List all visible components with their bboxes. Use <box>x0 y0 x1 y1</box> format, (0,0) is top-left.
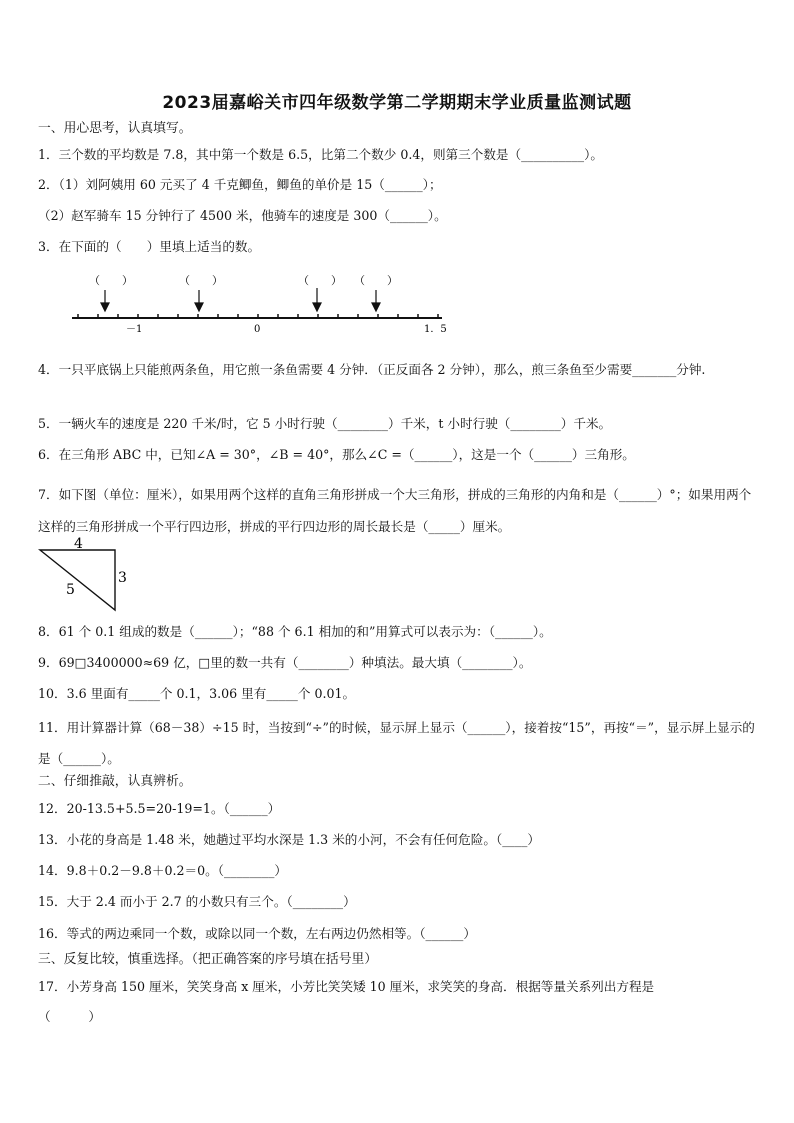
question-15: 15．大于 2.4 而小于 2.7 的小数只有三个。（________） <box>38 894 356 909</box>
question-2-part-2: （2）赵军骑车 15 分钟行了 4500 米，他骑车的速度是 300（______）。 <box>38 208 447 223</box>
question-4: 4．一只平底锅上只能煎两条鱼，用它煎一条鱼需要 4 分钟．（正反面各 2 分钟），那么，煎三条鱼至少需要_______分钟. <box>38 362 706 377</box>
section-heading-1: 一、用心思考，认真填写。 <box>38 121 192 136</box>
question-16: 16．等式的两边乘同一个数，或除以同一个数，左右两边仍然相等。（______） <box>38 926 476 941</box>
arrow-head-2 <box>195 303 203 311</box>
tick-label-0: 0 <box>254 324 261 335</box>
right-triangle-figure <box>36 534 136 614</box>
question-10: 10．3.6 里面有_____个 0.1，3.06 里有_____个 0.01。 <box>38 686 356 701</box>
tick-labels <box>126 324 447 335</box>
question-11: 11．用计算器计算（68－38）÷15 时，当按到“÷”的时候，显示屏上显示（______），接着按“15”，再按“＝”，显示屏上显示的是（______）。 <box>38 720 755 766</box>
side-label-top: 4 <box>74 536 83 552</box>
question-12: 12．20-13.5+5.5=20-19=1。（______） <box>38 801 281 816</box>
number-line-figure <box>62 266 462 336</box>
arrow-head-1 <box>101 303 109 311</box>
question-14: 14．9.8＋0.2－9.8＋0.2＝0。（________） <box>38 863 287 878</box>
question-1: 1．三个数的平均数是 7.8，其中第一个数是 6.5，比第二个数少 0.4，则第三个数是（__________）。 <box>38 147 603 162</box>
tick-label-1-5: 1．5 <box>424 324 447 335</box>
page-title: 2023届嘉峪关市四年级数学第二学期期末学业质量监测试题 <box>162 93 632 113</box>
side-label-hypotenuse: 5 <box>66 582 75 598</box>
question-7: 7．如下图（单位：厘米），如果用两个这样的直角三角形拼成一个大三角形，拼成的三角形的内角和是（______）°；如果用两个这样的三角形拼成一个平行四边形，拼成的平行四边形的周长最长是（_____）厘米。 <box>38 487 752 534</box>
question-2-part-1: 2．（1）刘阿姨用 60 元买了 4 千克鲫鱼，鲫鱼的单价是 15（______）； <box>38 177 442 192</box>
triangle-shape <box>40 550 115 610</box>
blank-1: （ ） <box>89 274 133 287</box>
arrow-head-4 <box>372 303 380 311</box>
question-9: 9．69□3400000≈69 亿，□里的数一共有（________）种填法。最大填（________）。 <box>38 655 532 670</box>
question-6: 6．在三角形 ABC 中，已知∠A = 30°，∠B = 40°，那么∠C =（______），这是一个（______）三角形。 <box>38 447 635 462</box>
question-5: 5．一辆火车的速度是 220 千米/时，它 5 小时行驶（________）千米，t 小时行驶（________）千米。 <box>38 416 612 431</box>
blank-3: （ ） <box>298 274 342 287</box>
question-3: 3．在下面的（ ）里填上适当的数。 <box>38 239 261 254</box>
question-17-answer-blank: （ ） <box>38 1009 101 1024</box>
section-heading-3: 三、反复比较，慎重选择。（把正确答案的序号填在括号里） <box>38 952 378 967</box>
arrow-head-3 <box>313 303 321 311</box>
blank-2: （ ） <box>179 274 223 287</box>
section-heading-2: 二、仔细推敲，认真辨析。 <box>38 774 192 789</box>
question-17: 17．小芳身高 150 厘米，笑笑身高 x 厘米，小芳比笑笑矮 10 厘米，求笑笑的身高．根据等量关系列出方程是 <box>38 979 655 994</box>
side-label-right: 3 <box>118 570 127 586</box>
arrows <box>101 288 380 311</box>
tick-label-minus-1: －1 <box>126 324 143 335</box>
question-13: 13．小花的身高是 1.48 米，她趟过平均水深是 1.3 米的小河，不会有任何危险。（____） <box>38 832 540 847</box>
blank-4: （ ） <box>354 274 398 287</box>
question-8: 8．61 个 0.1 组成的数是（______）；“88 个 6.1 相加的和”用算式可以表示为：（______）。 <box>38 624 552 639</box>
number-line-blanks <box>89 274 398 287</box>
